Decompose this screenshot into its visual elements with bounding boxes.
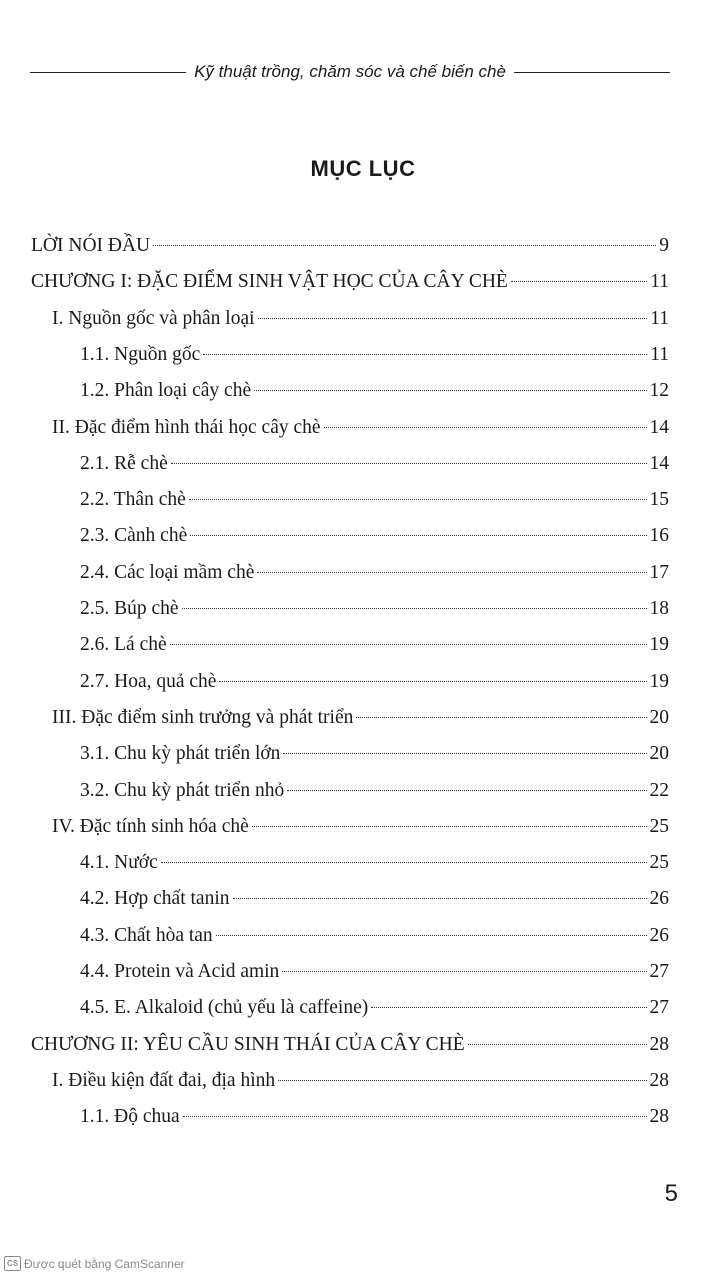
toc-entry xyxy=(31,1027,669,1063)
toc-entry-page: 19 xyxy=(649,670,669,692)
toc-leader-dots xyxy=(170,644,647,645)
toc-entry-title: 2.2. Thân chè xyxy=(80,489,186,511)
scanner-footer xyxy=(4,1256,185,1271)
toc-entry-title: 4.1. Nước xyxy=(80,852,158,874)
header-title: Kỹ thuật trồng, chăm sóc và chế biến chè xyxy=(194,62,506,81)
toc-entry-page: 11 xyxy=(650,271,669,293)
toc-entry-title: 4.2. Hợp chất tanin xyxy=(80,888,230,910)
header-rule-left xyxy=(30,72,186,73)
toc-entry-title: CHƯƠNG II: YÊU CẦU SINH THÁI CỦA CÂY CHÈ xyxy=(31,1033,465,1055)
toc-entry-page: 28 xyxy=(649,1106,669,1128)
toc-entry xyxy=(52,301,669,337)
toc-entry xyxy=(80,627,669,663)
toc-leader-dots xyxy=(287,790,646,791)
toc-entry xyxy=(80,990,669,1026)
toc-title: MỤC LỤC xyxy=(310,156,416,181)
toc-entry-page: 26 xyxy=(649,924,669,946)
toc-entry-title: 2.5. Búp chè xyxy=(80,598,179,619)
toc-entry-title: 2.7. Hoa, quả chè xyxy=(80,670,217,692)
toc-entry xyxy=(80,518,669,554)
toc-entry-page: 20 xyxy=(649,743,669,765)
toc-leader-dots xyxy=(203,354,647,355)
toc-entry xyxy=(80,1099,669,1135)
toc-entry-page: 9 xyxy=(659,235,669,256)
toc-leader-dots xyxy=(278,1080,646,1081)
toc-entry-page: 25 xyxy=(649,852,669,874)
toc-entry-title: IV. Đặc tính sinh hóa chè xyxy=(52,815,249,837)
toc-entry xyxy=(80,845,669,881)
toc-leader-dots xyxy=(371,1007,646,1008)
toc-entry xyxy=(80,337,669,373)
toc-entry-title: I. Nguồn gốc và phân loại xyxy=(52,307,255,329)
toc-entry xyxy=(80,373,669,409)
toc-entry xyxy=(80,954,669,990)
toc-entry-page: 11 xyxy=(650,307,669,329)
toc-entry-title: 1.2. Phân loại cây chè xyxy=(80,380,252,402)
toc-entry-page: 25 xyxy=(649,815,669,837)
toc-leader-dots xyxy=(183,1116,647,1117)
toc-entry-page: 28 xyxy=(649,1069,669,1091)
toc-entry-title: 1.1. Độ chua xyxy=(80,1106,180,1128)
toc-entry-title: 2.6. Lá chè xyxy=(80,634,167,656)
toc-entry-page: 26 xyxy=(649,888,669,910)
toc-entry xyxy=(31,264,669,300)
toc-entry-title: 2.4. Các loại mầm chè xyxy=(80,561,255,583)
toc-entry-page: 14 xyxy=(649,452,669,474)
toc-entry xyxy=(80,881,669,917)
toc-entry-page: 28 xyxy=(649,1033,669,1055)
toc-leader-dots xyxy=(161,862,647,863)
toc-entry-title: 1.1. Nguồn gốc xyxy=(80,343,201,365)
toc-entry-title: 3.1. Chu kỳ phát triển lớn xyxy=(80,743,281,765)
toc-entry xyxy=(52,410,669,446)
toc-entry-page: 27 xyxy=(649,997,669,1019)
header-rule-right xyxy=(514,72,670,73)
toc-entry xyxy=(31,228,669,264)
toc-leader-dots xyxy=(254,390,646,391)
toc-entry xyxy=(52,700,669,736)
toc-leader-dots xyxy=(324,427,647,428)
camscanner-icon: CS xyxy=(4,1256,21,1271)
toc-entry-page: 18 xyxy=(649,598,669,619)
toc-entry-title: LỜI NÓI ĐẦU xyxy=(31,235,151,256)
toc-entry-title: 4.3. Chất hòa tan xyxy=(80,924,213,946)
toc-entry xyxy=(80,773,669,809)
toc-entry xyxy=(80,591,669,627)
toc-entry-page: 27 xyxy=(649,961,669,982)
toc-leader-dots xyxy=(190,535,646,536)
toc-leader-dots xyxy=(171,463,647,464)
toc-entry-page: 14 xyxy=(649,416,669,438)
toc-entry-title: 3.2. Chu kỳ phát triển nhỏ xyxy=(80,779,285,801)
toc-leader-dots xyxy=(182,608,647,609)
toc-leader-dots xyxy=(153,245,656,246)
toc-leader-dots xyxy=(258,318,648,319)
toc-entry xyxy=(52,809,669,845)
toc-leader-dots xyxy=(468,1044,647,1045)
toc-entry-title: 2.3. Cành chè xyxy=(80,525,188,547)
toc-leader-dots xyxy=(219,681,646,682)
page-number: 5 xyxy=(664,1180,678,1207)
toc-leader-dots xyxy=(356,717,646,718)
toc-entry xyxy=(80,736,669,772)
toc-leader-dots xyxy=(252,826,647,827)
toc-entry-page: 17 xyxy=(649,561,669,583)
toc-entry-page: 16 xyxy=(649,525,669,547)
toc-entry xyxy=(52,1063,669,1099)
toc-leader-dots xyxy=(189,499,647,500)
toc-leader-dots xyxy=(511,281,647,282)
toc-entry-page: 22 xyxy=(649,779,669,801)
toc-entry xyxy=(80,446,669,482)
toc-entry-title: III. Đặc điểm sinh trưởng và phát triển xyxy=(52,706,354,728)
toc-leader-dots xyxy=(233,898,647,899)
toc-entry xyxy=(80,918,669,954)
toc-entry-page: 12 xyxy=(649,380,669,402)
toc-leader-dots xyxy=(216,935,647,936)
toc-leader-dots xyxy=(282,971,646,972)
toc-entry-page: 15 xyxy=(649,489,669,511)
toc-entry-title: 4.5. E. Alkaloid (chủ yếu là caffeine) xyxy=(80,997,369,1019)
toc-entry-title: I. Điều kiện đất đai, địa hình xyxy=(52,1069,276,1091)
running-header xyxy=(30,60,670,84)
toc-entry-title: II. Đặc điểm hình thái học cây chè xyxy=(52,416,321,438)
toc-entry-title: 4.4. Protein và Acid amin xyxy=(80,961,280,982)
toc-entry-title: 2.1. Rễ chè xyxy=(80,452,168,474)
toc-leader-dots xyxy=(283,753,646,754)
toc-entry-page: 11 xyxy=(650,343,669,365)
toc-leader-dots xyxy=(257,572,646,573)
toc-entry xyxy=(80,482,669,518)
toc-entry-title: CHƯƠNG I: ĐẶC ĐIỂM SINH VẬT HỌC CỦA CÂY CHÈ xyxy=(31,271,508,293)
toc-entry-page: 19 xyxy=(649,634,669,656)
toc-entry-page: 20 xyxy=(649,706,669,728)
toc-entry xyxy=(80,664,669,700)
toc-entry xyxy=(80,555,669,591)
footer-text: Được quét bằng CamScanner xyxy=(24,1256,185,1271)
